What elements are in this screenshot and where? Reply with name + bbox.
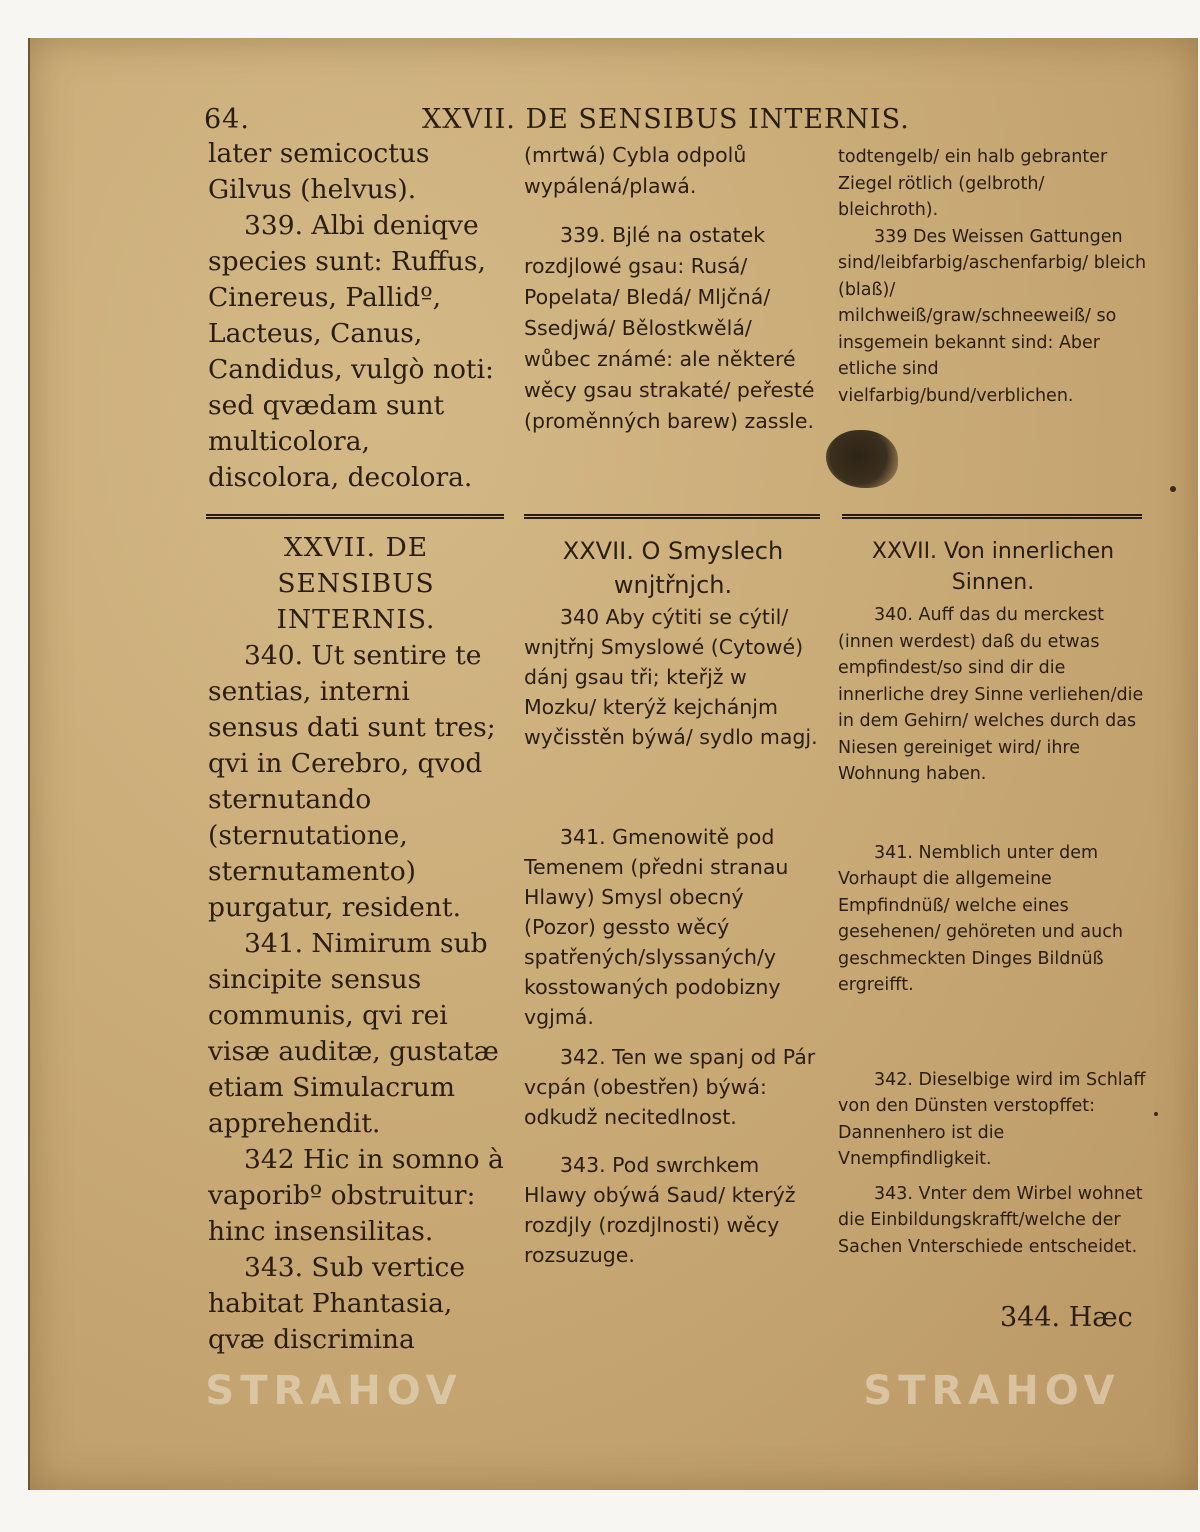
page-header [30,102,1198,138]
latin-column-top [208,136,504,512]
watermark: STRAHOV [205,1368,463,1414]
german-paragraph: todtengelb/ ein halb gebranter Ziegel rötlich (gelbroth/ bleichroth). [838,147,1108,220]
german-section-title: XXVII. Von innerlichen Sinnen. [871,539,1115,595]
german-paragraph: 339 Des Weissen Gattungen sind/leibfarbig/aschenfarbig/ bleich (blaß)/ milchweiß/graw/schneeweiß/ so insgemein bekannt sind: Aber etliche sind vielfarbig/bund/verblichen. [838,226,1147,406]
czech-paragraph: (mrtwá) Cybla odpolů wypálená/plawá. [524,143,747,198]
ink-stain [826,430,898,488]
latin-paragraph: 340. Ut sentire te sentias, interni sensus dati sunt tres; qvi in Cerebro, qvod sternutando (sternutatione, sternutamento) purgatur, resident. [208,640,496,923]
ink-speck [1154,1112,1158,1116]
latin-paragraph: 342 Hic in somno à vaporibº obstruitur: hinc insensilitas. [208,1144,504,1247]
czech-column-top [524,140,822,512]
german-paragraph: 340. Auff das du merckest (innen werdest) daß du etwas empfindest/so sind dir die innerliche drey Sinne verliehen/die in dem Gehirn/ welches durch das Niesen gereiniget wird/ ihre Wohnung haben. [838,605,1144,784]
watermark: STRAHOV [863,1368,1121,1414]
divider-rule [206,514,504,519]
running-title: XXVII. DE SENSIBUS INTERNIS. [422,104,910,135]
czech-paragraph: 343. Pod swrchkem Hlawy obýwá Saud/ kterýž rozdjly (rozdjlnosti) wěcy rozsuzuge. [524,1153,796,1267]
czech-paragraph: 342. Ten we spanj od Pár vcpán (obestřen) býwá: odkudž necitedlnost. [524,1045,816,1129]
book-page [28,38,1198,1490]
german-paragraph: 343. Vnter dem Wirbel wohnet die Einbildungskrafft/welche der Sachen Vnterschiede entscheidet. [838,1183,1143,1257]
german-column-top [838,144,1148,444]
czech-paragraph: 341. Gmenowitě pod Temenem (předni stranau Hlawy) Smysl obecný (Pozor) gessto wěcý spatřených/slyssaných/y kosstowaných podobizny vgjmá. [524,825,789,1029]
german-paragraph: 342. Dieselbige wird im Schlaff von den Dünsten verstopffet: Dannenhero ist die Vnempfindligkeit. [838,1069,1146,1169]
czech-paragraph: 340 Aby cýtiti se cýtil/ wnjtřnj Smyslowé (Cytowé) dánj gsau tři; kteřjž w Mozku/ kterýž kejchánjm wyčisstěn býwá/ sydlo magj. [524,605,818,749]
latin-paragraph: 339. Albi deniqve species sunt: Ruffus, Cinereus, Pallidº, Lacteus, Canus, Candidus, vulgò noti: sed qvædam sunt multicolora, discolora, decolora. [208,210,494,493]
catchword: 344. Hæc [1000,1302,1133,1333]
german-paragraph: 341. Nemblich unter dem Vorhaupt die allgemeine Empfindnüß/ welche eines gesehenen/ gehöreten und auch geschmeckten Dinges Bildnüß ergreifft. [838,842,1123,995]
czech-column-bottom [524,534,822,1354]
czech-paragraph: 339. Bjlé na ostatek rozdjlowé gsau: Rusá/ Popelata/ Bledá/ Mljčná/ Ssedjwá/ Bělostkwělá/ wůbec známé: ale některé wěcy gsau strakaté/ peřesté (proměnných barew) zassle. [524,223,815,433]
divider-rule [524,514,820,519]
latin-paragraph: 343. Sub vertice habitat Phantasia, qvæ discrimina [208,1252,466,1355]
czech-section-title: XXVII. O Smyslech wnjtřnjch. [562,537,784,599]
divider-rule [842,514,1142,519]
latin-column-bottom [208,530,504,1356]
ink-speck [1170,486,1176,492]
german-column-bottom [838,536,1148,1296]
page-number: 64. [204,104,250,135]
latin-section-title: XXVII. DE SENSIBUS INTERNIS. [276,532,436,635]
latin-paragraph: 341. Nimirum sub sincipite sensus communis, qvi rei visæ auditæ, gustatæ etiam Simulacrum apprehendit. [208,928,499,1139]
latin-paragraph: later semicoctus Gilvus (helvus). [208,138,430,205]
